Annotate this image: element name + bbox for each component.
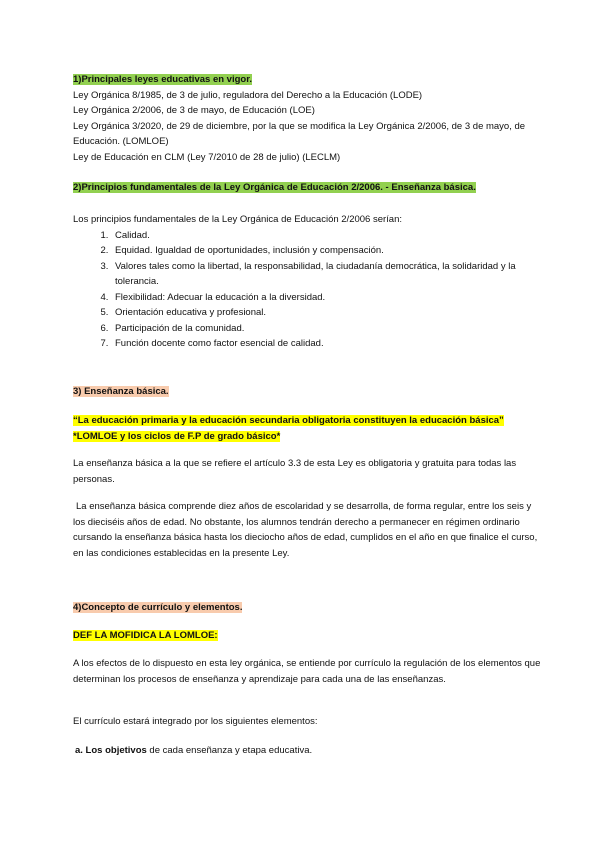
- law-line: Ley Orgánica 8/1985, de 3 de julio, reguladora del Derecho a la Educación (LODE): [73, 89, 423, 101]
- section-laws: [73, 72, 543, 165]
- section-heading-basic-education: 3) Enseñanza básica.: [73, 386, 169, 397]
- basic-education-para1: [73, 456, 543, 487]
- section-heading-curriculum: 4)Concepto de currículo y elementos.: [73, 602, 243, 613]
- list-item: 3. Valores tales como la libertad, la responsabilidad, la ciudadanía democrática, la solidaridad y la tolerancia.: [111, 259, 543, 290]
- list-item: 1. Calidad.: [111, 228, 543, 244]
- curriculum-subheading: [73, 628, 543, 644]
- item-a-label: a. Los objetivos: [75, 745, 147, 756]
- section-curriculum: [73, 600, 543, 616]
- curriculum-para1: [73, 656, 543, 687]
- principles-list: [73, 228, 543, 352]
- paragraph: La enseñanza básica comprende diez años de escolaridad y se desarrolla, de forma regular, entre los seis y los dieciséis años de edad. No obstante, los alumnos tendrán derecho a permanecer en régimen ordinario cursando la enseñanza básica hasta los dieciocho años de edad, cumplidos en el año en que finalice el curso, en las condiciones establecidas en la presente Ley.: [73, 501, 538, 559]
- paragraph: La enseñanza básica a la que se refiere el artículo 3.3 de esta Ley es obligatoria y gratuita para todas las personas.: [73, 458, 517, 485]
- list-item: 5. Orientación educativa y profesional.: [111, 305, 543, 321]
- item-a-text: de cada enseñanza y etapa educativa.: [146, 745, 313, 756]
- basic-education-quote: [73, 413, 543, 444]
- basic-education-para2: [73, 499, 543, 561]
- curriculum-item-a: [73, 743, 543, 759]
- list-item: 6. Participación de la comunidad.: [111, 321, 543, 337]
- quote-note: *LOMLOE y los ciclos de F.P de grado básico*: [73, 430, 281, 442]
- section-principles: [73, 180, 543, 196]
- law-line: Ley Orgánica 3/2020, de 29 de diciembre, por la que se modifica la Ley Orgánica 2/2006, de 3 de mayo, de Educación. (LOMLOE): [73, 120, 526, 147]
- quote-text: “La educación primaria y la educación secundaria obligatoria constituyen la educación básica”: [73, 415, 504, 426]
- section-heading-laws: 1)Principales leyes educativas en vigor.: [73, 74, 253, 85]
- law-line: Ley de Educación en CLM (Ley 7/2010 de 28 de julio) (LECLM): [73, 151, 341, 163]
- section-heading-principles: 2)Principios fundamentales de la Ley Orgánica de Educación 2/2006. - Enseñanza básica.: [73, 182, 476, 193]
- paragraph: El currículo estará integrado por los siguientes elementos:: [73, 716, 318, 727]
- section-basic-education: [73, 384, 543, 400]
- list-item: 4. Flexibilidad: Adecuar la educación a la diversidad.: [111, 290, 543, 306]
- principles-body: [73, 212, 543, 352]
- definition-heading: DEF LA MOFIDICA LA LOMLOE:: [73, 630, 218, 641]
- list-item: 7. Función docente como factor esencial de calidad.: [111, 336, 543, 352]
- list-item: 2. Equidad. Igualdad de oportunidades, inclusión y compensación.: [111, 243, 543, 259]
- law-line: Ley Orgánica 2/2006, de 3 de mayo, de Educación (LOE): [73, 105, 315, 116]
- curriculum-para2: [73, 714, 543, 730]
- principles-intro: Los principios fundamentales de la Ley Orgánica de Educación 2/2006 serían:: [73, 214, 403, 225]
- paragraph: A los efectos de lo dispuesto en esta ley orgánica, se entiende por currículo la regulación de los elementos que determinan los procesos de enseñanza y aprendizaje para cada una de las enseñanzas.: [73, 658, 541, 685]
